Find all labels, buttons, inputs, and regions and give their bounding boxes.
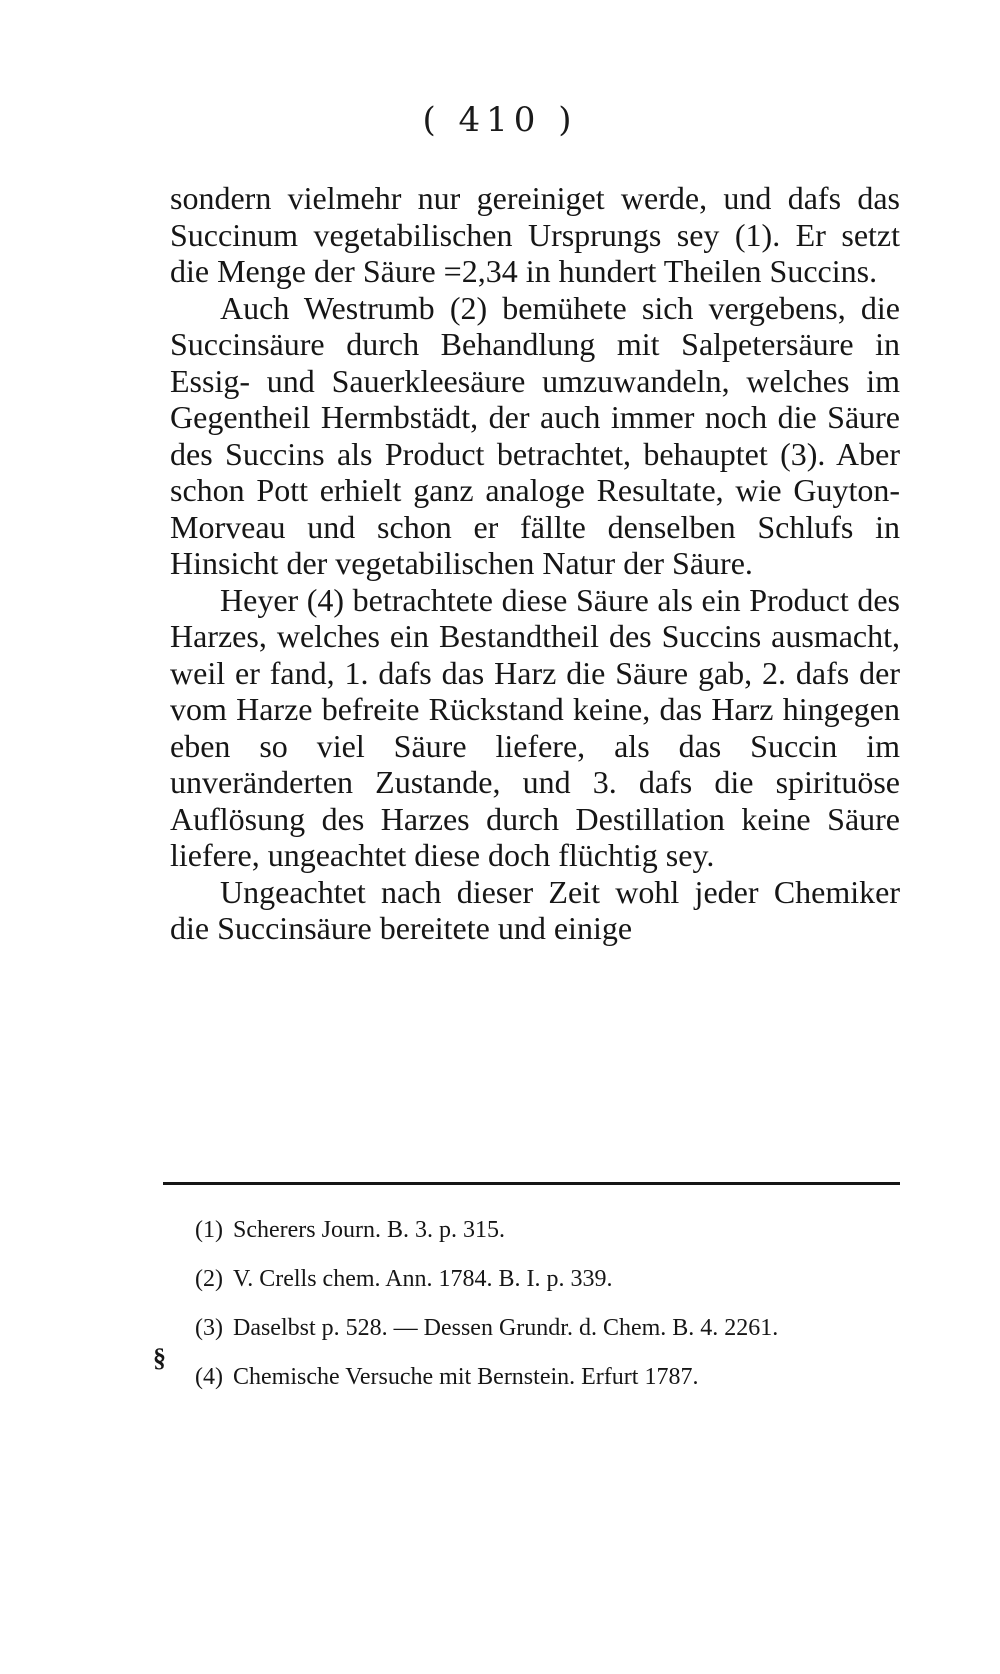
section-mark: §: [153, 1343, 166, 1372]
footnote-text: Scherers Journ. B. 3. p. 315.: [232, 1217, 505, 1243]
footnote-3: [153, 1313, 895, 1372]
footnote-marker: (4): [195, 1364, 223, 1390]
paragraph-4: Ungeachtet nach dieser Zeit wohl jeder Chemiker die Succinsäure bereitete und einige: [170, 873, 900, 946]
footnote-marker: (2): [195, 1266, 223, 1292]
footnotes: [153, 1215, 895, 1411]
footnote-text: Chemische Versuche mit Bernstein. Erfurt 1787.: [232, 1364, 699, 1390]
paragraph-3: Heyer (4) betrachtete diese Säure als ein Product des Harzes, welches ein Bestandtheil des Succins ausmacht, weil er fand, 1. dafs das Harz die Säure gab, 2. dafs der vom Harze befreite Rückstand keine, das Harz hingegen eben so viel Säure liefere, als das Succin im unveränderten Zustande, und 3. dafs die spirituöse Auflösung des Harzes durch Destillation keine Säure liefere, ungeachtet diese doch flüchtig sey.: [170, 581, 900, 873]
footnote-2: [195, 1264, 895, 1294]
footnote-4: [195, 1362, 895, 1392]
page-number: ( 410 ): [422, 100, 578, 140]
footnote-divider: [163, 1182, 900, 1185]
footnote-text: Daselbst p. 528. — Dessen Grundr. d. Chem. B. 4. 2261.: [232, 1315, 779, 1341]
paragraph-2: Auch Westrumb (2) bemühete sich vergebens, die Succinsäure durch Behandlung mit Salpetersäure in Essig- und Sauerkleesäure umzuwandeln, welches im Gegentheil Hermbstädt, der auch immer noch die Säure des Succins als Product betrachtet, behauptet (3). Aber schon Pott erhielt ganz analoge Resultate, wie Guyton-Morveau und schon er fällte denselben Schlufs in Hinsicht der vegetabilischen Natur der Säure.: [170, 289, 900, 581]
footnote-marker: (3): [195, 1315, 223, 1341]
footnote-1: [195, 1215, 895, 1245]
body-text: [170, 180, 900, 947]
footnote-marker: (1): [195, 1217, 223, 1243]
footnote-text: V. Crells chem. Ann. 1784. B. I. p. 339.: [232, 1266, 613, 1292]
paragraph-1: sondern vielmehr nur gereiniget werde, und dafs das Succinum vegetabilischen Ursprungs sey (1). Er setzt die Menge der Säure =2,34 in hundert Theilen Succins.: [170, 180, 900, 289]
